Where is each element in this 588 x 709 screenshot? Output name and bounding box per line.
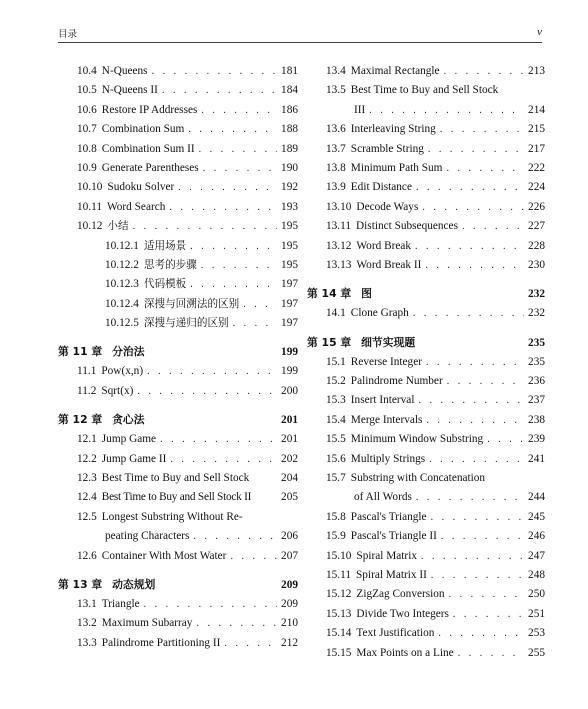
dot-leader <box>426 411 524 430</box>
entry-title: peating Characters <box>105 530 190 543</box>
entry-page-number: 215 <box>528 123 545 136</box>
entry-title: Interleaving String <box>350 123 436 136</box>
entry-page-number: 207 <box>281 549 298 562</box>
entry-page-number: 239 <box>528 433 545 446</box>
dot-leader <box>169 198 277 217</box>
toc-entry[interactable] <box>307 527 545 546</box>
entry-title: Clone Graph <box>350 307 409 320</box>
entry-page-number: 232 <box>528 288 545 301</box>
entry-number: 10.11 <box>77 200 102 213</box>
entry-title: III <box>354 103 366 116</box>
entry-number: 13.10 <box>326 200 352 213</box>
entry-page-number: 186 <box>281 103 298 116</box>
entry-page-number: 213 <box>528 65 545 77</box>
entry-page-number: 195 <box>281 258 298 271</box>
toc-entry[interactable] <box>58 101 298 120</box>
toc-entry[interactable] <box>307 624 545 643</box>
dot-leader <box>422 198 524 217</box>
entry-title: Merge Intervals <box>350 413 423 426</box>
entry-page-number: 227 <box>528 220 545 233</box>
toc-entry[interactable] <box>58 159 298 178</box>
toc-entry[interactable] <box>307 81 545 100</box>
toc-column-left <box>58 62 298 653</box>
dot-leader <box>201 101 277 120</box>
entry-page-number: 195 <box>281 239 298 252</box>
toc-entry[interactable] <box>58 430 298 449</box>
entry-number: 15.9 <box>326 530 346 543</box>
entry-number: 15.5 <box>326 433 346 446</box>
toc-entry[interactable] <box>307 469 545 488</box>
entry-number: 10.12 <box>77 220 103 233</box>
entry-number: 10.10 <box>77 181 103 194</box>
entry-number: 13.6 <box>326 123 346 136</box>
entry-page-number: 193 <box>281 200 298 213</box>
entry-number: 13.4 <box>326 65 346 77</box>
entry-page-number: 192 <box>281 181 298 194</box>
entry-number: 15.4 <box>326 413 346 426</box>
dot-leader <box>447 372 524 391</box>
entry-page-number: 235 <box>528 355 545 368</box>
toc-entry[interactable] <box>307 644 545 663</box>
entry-title: Pascal's Triangle II <box>350 530 437 543</box>
entry-page-number: 251 <box>528 607 545 620</box>
toc-chapter[interactable] <box>58 574 298 595</box>
entry-page-number: 230 <box>528 258 545 271</box>
toc-subsection[interactable] <box>58 314 298 333</box>
entry-number: 15.6 <box>326 452 346 465</box>
toc-entry[interactable] <box>307 547 545 566</box>
dot-leader <box>196 614 277 633</box>
entry-page-number: 189 <box>281 142 298 155</box>
toc-entry[interactable] <box>307 62 545 81</box>
entry-title: Sudoku Solver <box>107 181 175 194</box>
entry-title: N-Queens <box>101 65 148 77</box>
dot-leader <box>449 585 524 604</box>
dot-leader <box>152 62 277 81</box>
entry-title: 小结 <box>107 220 129 233</box>
entry-number: 10.12.1 <box>105 239 139 252</box>
entry-page-number: 222 <box>528 161 545 174</box>
entry-page-number: 201 <box>281 414 298 427</box>
entry-number: 12.2 <box>77 452 97 465</box>
entry-title: Best Time to Buy and Sell Stock <box>350 84 499 97</box>
toc-entry[interactable] <box>58 614 298 633</box>
entry-page-number: 245 <box>528 510 545 523</box>
entry-number: 15.1 <box>326 355 346 368</box>
entry-number: 10.12.2 <box>105 258 139 271</box>
entry-number: 15.10 <box>326 549 352 562</box>
entry-title: Triangle <box>101 597 140 610</box>
dot-leader <box>418 391 524 410</box>
entry-number: 13.8 <box>326 161 346 174</box>
toc-entry[interactable] <box>58 140 298 159</box>
entry-title: Text Justification <box>356 627 435 640</box>
dot-leader <box>444 62 524 81</box>
dot-leader <box>487 430 524 449</box>
entry-page-number: 224 <box>528 181 545 194</box>
entry-page-number: 199 <box>281 365 298 378</box>
entry-number: 13.13 <box>326 258 352 271</box>
entry-number: 15.11 <box>326 568 351 581</box>
entry-number: 10.5 <box>77 84 97 97</box>
entry-page-number: 206 <box>281 530 298 543</box>
entry-number: 12.4 <box>77 491 97 504</box>
toc-entry[interactable] <box>58 81 298 100</box>
entry-page-number: 209 <box>281 578 298 591</box>
entry-page-number: 205 <box>281 491 298 504</box>
entry-title: Scramble String <box>350 142 424 155</box>
dot-leader <box>416 488 524 507</box>
entry-number: 13.11 <box>326 220 351 233</box>
entry-title: Minimum Path Sum <box>350 161 443 174</box>
entry-title: Palindrome Number <box>350 375 443 388</box>
entry-page-number: 181 <box>281 65 298 77</box>
entry-number: 15.7 <box>326 472 346 485</box>
entry-title: Divide Two Integers <box>356 607 449 620</box>
toc-entry[interactable] <box>307 256 545 275</box>
entry-number: 12.5 <box>77 510 97 523</box>
toc-entry[interactable] <box>58 547 298 566</box>
toc-entry[interactable] <box>307 585 545 604</box>
entry-title: Container With Most Water <box>101 549 227 562</box>
entry-title: Longest Substring Without Re- <box>101 510 243 523</box>
entry-number: 13.1 <box>77 597 97 610</box>
entry-number: 11.1 <box>77 365 97 378</box>
entry-page-number: 197 <box>281 317 298 330</box>
dot-leader <box>230 547 277 566</box>
entry-number: 12.6 <box>77 549 97 562</box>
entry-page-number: 184 <box>281 84 298 97</box>
toc-entry[interactable] <box>307 508 545 527</box>
entry-number: 第 11 章 <box>58 345 103 359</box>
dot-leader <box>438 624 524 643</box>
running-title: 目录 <box>58 29 78 40</box>
toc-entry[interactable] <box>307 237 545 256</box>
dot-leader <box>199 140 277 159</box>
dot-leader <box>162 81 277 100</box>
entry-page-number: 201 <box>281 433 298 446</box>
dot-leader <box>190 237 277 256</box>
entry-title: 深搜与递归的区别 <box>143 317 229 330</box>
toc-entry[interactable] <box>58 198 298 217</box>
toc-entry[interactable] <box>58 362 298 381</box>
entry-title: of All Words <box>354 491 412 504</box>
toc-column-right <box>307 62 545 663</box>
dot-leader <box>441 527 524 546</box>
toc-chapter[interactable] <box>307 332 545 353</box>
entry-number: 10.7 <box>77 123 97 136</box>
dot-leader <box>431 508 524 527</box>
dot-leader <box>440 120 524 139</box>
entry-title: Maximum Subarray <box>101 617 193 630</box>
toc-entry[interactable] <box>58 382 298 401</box>
toc-subsection[interactable] <box>58 295 298 314</box>
entry-title: Minimum Window Substring <box>350 433 484 446</box>
entry-title: Word Search <box>107 200 166 213</box>
toc-subsection[interactable] <box>58 256 298 275</box>
dot-leader <box>369 101 524 120</box>
entry-page-number: 236 <box>528 375 545 388</box>
dot-leader <box>188 120 277 139</box>
entry-title: Jump Game II <box>101 452 167 465</box>
entry-number: 第 12 章 <box>58 413 103 427</box>
toc-entry[interactable] <box>307 140 545 159</box>
toc-subsection[interactable] <box>58 237 298 256</box>
entry-number: 15.13 <box>326 607 352 620</box>
toc-entry[interactable] <box>307 159 545 178</box>
dot-leader <box>426 353 524 372</box>
dot-leader <box>458 644 524 663</box>
entry-page-number: 200 <box>281 384 298 397</box>
entry-page-number: 217 <box>528 142 545 155</box>
entry-title: Palindrome Partitioning II <box>101 636 221 649</box>
toc-entry[interactable] <box>58 450 298 469</box>
toc-entry[interactable] <box>307 178 545 197</box>
entry-page-number: 237 <box>528 394 545 407</box>
entry-page-number: 197 <box>281 278 298 291</box>
entry-number: 第 14 章 <box>307 287 352 301</box>
toc-entry[interactable] <box>307 411 545 430</box>
entry-number: 10.9 <box>77 161 97 174</box>
toc-entry[interactable] <box>58 488 298 507</box>
entry-title: 贪心法 <box>112 413 145 427</box>
entry-number: 12.3 <box>77 472 97 485</box>
entry-title: 分治法 <box>112 345 145 359</box>
entry-number: 10.12.4 <box>105 297 139 310</box>
entry-title: Word Break <box>356 239 412 252</box>
entry-title: Edit Distance <box>350 181 412 194</box>
dot-leader <box>462 217 524 236</box>
entry-number: 15.2 <box>326 375 346 388</box>
entry-title: Maximal Rectangle <box>350 65 440 77</box>
entry-page-number: 250 <box>528 588 545 601</box>
entry-title: Pow(x,n) <box>101 365 144 378</box>
entry-title: 代码模板 <box>143 278 187 291</box>
entry-number: 15.15 <box>326 646 352 659</box>
dot-leader <box>137 382 277 401</box>
entry-number: 10.12.5 <box>105 317 139 330</box>
entry-page-number: 253 <box>528 627 545 640</box>
entry-title: 细节实现题 <box>361 335 416 349</box>
dot-leader <box>453 605 524 624</box>
entry-number: 11.2 <box>77 384 97 397</box>
dot-leader <box>190 275 277 294</box>
entry-page-number: 214 <box>528 103 545 116</box>
toc-entry[interactable] <box>58 595 298 614</box>
dot-leader <box>203 159 277 178</box>
entry-number: 第 13 章 <box>58 577 103 591</box>
entry-number: 第 15 章 <box>307 335 352 349</box>
entry-number: 10.4 <box>77 65 97 77</box>
entry-title: 适用场景 <box>143 239 187 252</box>
toc-chapter[interactable] <box>307 283 545 304</box>
entry-number: 15.14 <box>326 627 352 640</box>
entry-page-number: 244 <box>528 491 545 504</box>
dot-leader <box>170 450 277 469</box>
toc-chapter[interactable] <box>58 409 298 430</box>
entry-page-number: 212 <box>281 636 298 649</box>
entry-number: 15.12 <box>326 588 352 601</box>
entry-number: 12.1 <box>77 433 97 446</box>
entry-number: 15.8 <box>326 510 346 523</box>
toc-entry-continuation[interactable] <box>307 488 545 507</box>
entry-title: 动态规划 <box>112 577 156 591</box>
entry-page-number: 232 <box>528 307 545 320</box>
entry-title: Spiral Matrix <box>356 549 417 562</box>
entry-title: Max Points on a Line <box>356 646 454 659</box>
entry-page-number: 226 <box>528 200 545 213</box>
entry-number: 13.7 <box>326 142 346 155</box>
entry-title: 图 <box>361 287 372 301</box>
entry-page-number: 188 <box>281 123 298 136</box>
entry-title: Word Break II <box>356 258 422 271</box>
dot-leader <box>201 256 277 275</box>
dot-leader <box>428 140 524 159</box>
entry-page-number: 202 <box>281 452 298 465</box>
entry-number: 10.6 <box>77 103 97 116</box>
page-header <box>58 24 542 43</box>
entry-number: 10.8 <box>77 142 97 155</box>
toc-chapter[interactable] <box>58 341 298 362</box>
entry-number: 13.3 <box>77 636 97 649</box>
entry-title: Best Time to Buy and Sell Stock II <box>101 491 252 504</box>
dot-leader <box>193 527 277 546</box>
entry-number: 13.2 <box>77 617 97 630</box>
toc-entry[interactable] <box>58 508 298 527</box>
dot-leader <box>160 430 277 449</box>
entry-title: Decode Ways <box>356 200 419 213</box>
toc-entry-continuation[interactable] <box>307 101 545 120</box>
entry-title: Multiply Strings <box>350 452 426 465</box>
toc-entry[interactable] <box>307 304 545 323</box>
entry-title: Sqrt(x) <box>101 384 134 397</box>
page-number: v <box>537 26 542 38</box>
toc-entry[interactable] <box>307 217 545 236</box>
entry-page-number: 238 <box>528 413 545 426</box>
entry-page-number: 190 <box>281 161 298 174</box>
entry-title: ZigZag Conversion <box>356 588 445 601</box>
toc-entry[interactable] <box>307 372 545 391</box>
toc-entry[interactable] <box>307 566 545 585</box>
entry-page-number: 255 <box>528 646 545 659</box>
entry-page-number: 204 <box>281 472 298 485</box>
toc-entry[interactable] <box>307 605 545 624</box>
entry-title: Restore IP Addresses <box>101 103 198 116</box>
entry-number: 13.12 <box>326 239 352 252</box>
toc-entry[interactable] <box>307 430 545 449</box>
dot-leader <box>421 547 524 566</box>
dot-leader <box>147 362 277 381</box>
entry-number: 14.1 <box>326 307 346 320</box>
toc-entry[interactable] <box>58 62 298 81</box>
dot-leader <box>224 634 277 653</box>
dot-leader <box>233 314 277 333</box>
dot-leader <box>431 566 524 585</box>
dot-leader <box>243 295 277 314</box>
toc-entry[interactable] <box>58 469 298 488</box>
entry-title: Substring with Concatenation <box>350 472 486 485</box>
entry-page-number: 235 <box>528 336 545 349</box>
entry-page-number: 199 <box>281 346 298 359</box>
entry-number: 13.9 <box>326 181 346 194</box>
toc-entry-continuation[interactable] <box>58 527 298 546</box>
entry-number: 15.3 <box>326 394 346 407</box>
dot-leader <box>425 256 524 275</box>
toc-entry[interactable] <box>307 391 545 410</box>
entry-title: Insert Interval <box>350 394 415 407</box>
entry-title: 思考的步骤 <box>143 258 197 271</box>
entry-title: Best Time to Buy and Sell Stock <box>101 472 250 485</box>
toc-entry[interactable] <box>58 178 298 197</box>
entry-title: Pascal's Triangle <box>350 510 427 523</box>
entry-page-number: 248 <box>528 568 545 581</box>
entry-number: 10.12.3 <box>105 278 139 291</box>
toc-entry[interactable] <box>58 634 298 653</box>
entry-title: Generate Parentheses <box>101 161 199 174</box>
entry-title: Distinct Subsequences <box>356 220 458 233</box>
entry-page-number: 210 <box>281 617 298 630</box>
toc-entry[interactable] <box>58 120 298 139</box>
entry-page-number: 195 <box>281 220 298 233</box>
entry-page-number: 246 <box>528 530 545 543</box>
dot-leader <box>415 237 524 256</box>
toc-entry[interactable] <box>307 450 545 469</box>
dot-leader <box>178 178 277 197</box>
entry-title: Reverse Integer <box>350 355 422 368</box>
dot-leader <box>133 217 277 236</box>
dot-leader <box>429 450 524 469</box>
entry-page-number: 197 <box>281 297 298 310</box>
dot-leader <box>416 178 524 197</box>
entry-title: Jump Game <box>101 433 157 446</box>
entry-title: Spiral Matrix II <box>356 568 427 581</box>
entry-page-number: 228 <box>528 239 545 252</box>
toc-entry[interactable] <box>307 353 545 372</box>
entry-page-number: 247 <box>528 549 545 562</box>
dot-leader <box>144 595 277 614</box>
toc-subsection[interactable] <box>58 275 298 294</box>
entry-number: 13.5 <box>326 84 346 97</box>
entry-page-number: 209 <box>281 597 298 610</box>
dot-leader <box>446 159 524 178</box>
entry-title: N-Queens II <box>101 84 158 97</box>
entry-page-number: 241 <box>528 452 545 465</box>
entry-title: Combination Sum <box>101 123 185 136</box>
toc-entry[interactable] <box>58 217 298 236</box>
entry-title: 深搜与回溯法的区别 <box>143 297 240 310</box>
toc-entry[interactable] <box>307 120 545 139</box>
entry-title: Combination Sum II <box>101 142 195 155</box>
toc-entry[interactable] <box>307 198 545 217</box>
dot-leader <box>413 304 524 323</box>
